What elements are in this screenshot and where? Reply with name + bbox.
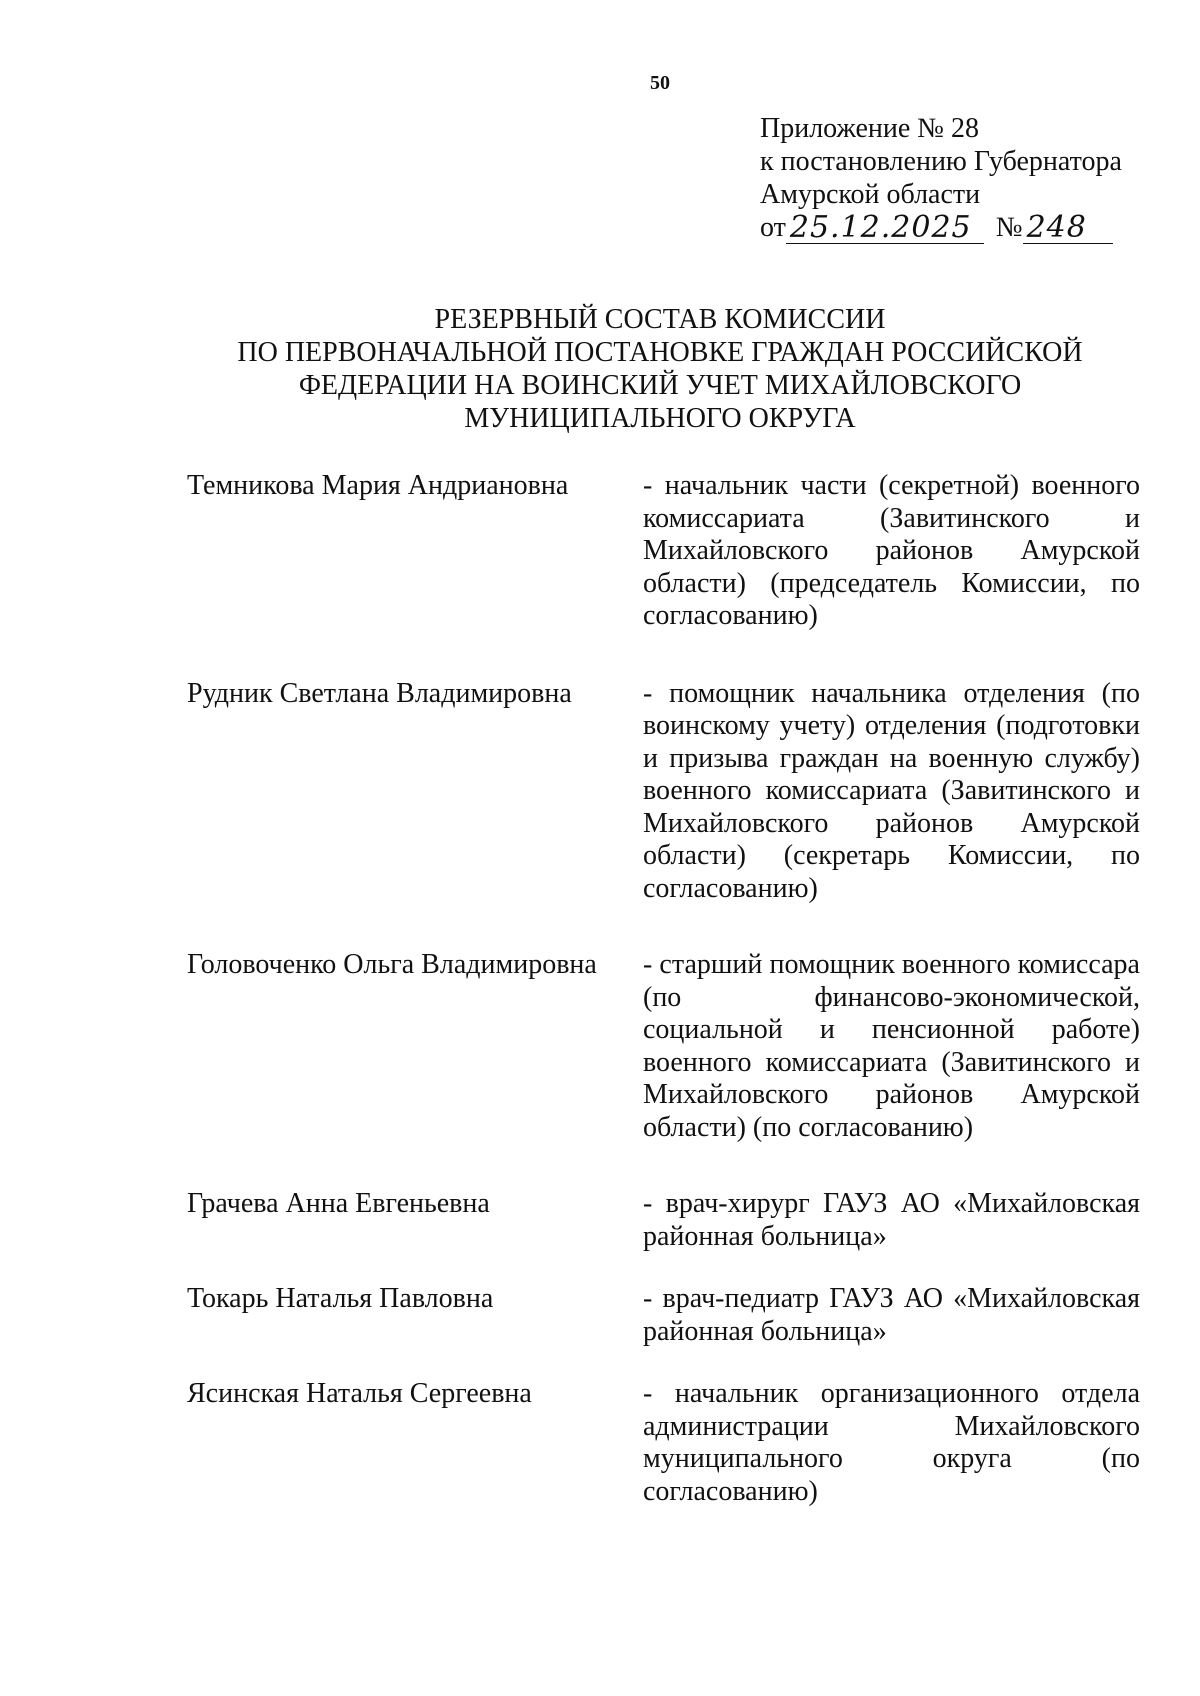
member-row	[187, 678, 1142, 906]
member-row	[187, 1283, 1142, 1348]
document-title	[0, 303, 1200, 435]
member-role: - врач-хирург ГАУЗ АО «Михайловская районная больница»	[643, 1188, 1140, 1252]
appendix-date-number-line	[760, 211, 1122, 244]
title-line-4: МУНИЦИПАЛЬНОГО ОКРУГА	[464, 403, 856, 434]
member-row	[187, 1378, 1142, 1508]
members-list	[187, 470, 1142, 1508]
member-row	[187, 470, 1142, 633]
page-number-text: 50	[650, 72, 670, 94]
title-line-1: РЕЗЕРВНЫЙ СОСТАВ КОМИССИИ	[434, 304, 886, 335]
number-prefix: №	[995, 212, 1023, 243]
member-role: - помощник начальника отделения (по воинскому учету) отделения (подготовки и призыва граждан на военную службу) военного комиссариата (Завитинского и Михайловского районов Амурской области) (секретарь Комиссии, по согласованию)	[643, 677, 1140, 904]
appendix-reference: к постановлению Губернатора	[760, 146, 1122, 177]
member-name: Рудник Светлана Владимировна	[187, 677, 572, 709]
member-row	[187, 949, 1142, 1144]
member-role: - врач-педиатр ГАУЗ АО «Михайловская районная больница»	[643, 1283, 1140, 1347]
member-name: Темникова Мария Андриановна	[187, 470, 569, 501]
member-row	[187, 1188, 1142, 1253]
member-role: - старший помощник военного комиссара (по финансово-экономической, социальной и пенсионной работе) военного комиссариата (Завитинского и Михайловского районов Амурской области) (по согласованию)	[643, 949, 1140, 1143]
member-role: - начальник организационного отдела администрации Михайловского муниципального округа (по согласованию)	[643, 1378, 1140, 1507]
page-number	[0, 72, 1200, 95]
member-name: Головоченко Ольга Владимировна	[187, 949, 597, 980]
appendix-block	[760, 112, 1122, 244]
member-name: Токарь Наталья Павловна	[187, 1283, 494, 1314]
date-prefix: от	[760, 212, 786, 243]
appendix-region: Амурской области	[760, 179, 981, 210]
title-line-3: ФЕДЕРАЦИИ НА ВОИНСКИЙ УЧЕТ МИХАЙЛОВСКОГО	[298, 370, 1022, 401]
handwritten-number: 248	[1023, 213, 1113, 244]
handwritten-date: 25.12.2025	[786, 213, 984, 244]
member-role: - начальник части (секретной) военного комиссариата (Завитинского и Михайловского районов Амурской области) (председатель Комиссии, по согласованию)	[643, 470, 1140, 631]
member-name: Ясинская Наталья Сергеевна	[187, 1378, 532, 1409]
appendix-number: Приложение № 28	[760, 113, 979, 144]
member-name: Грачева Анна Евгеньевна	[187, 1188, 490, 1219]
title-line-2: ПО ПЕРВОНАЧАЛЬНОЙ ПОСТАНОВКЕ ГРАЖДАН РОССИЙСКОЙ	[237, 337, 1083, 368]
